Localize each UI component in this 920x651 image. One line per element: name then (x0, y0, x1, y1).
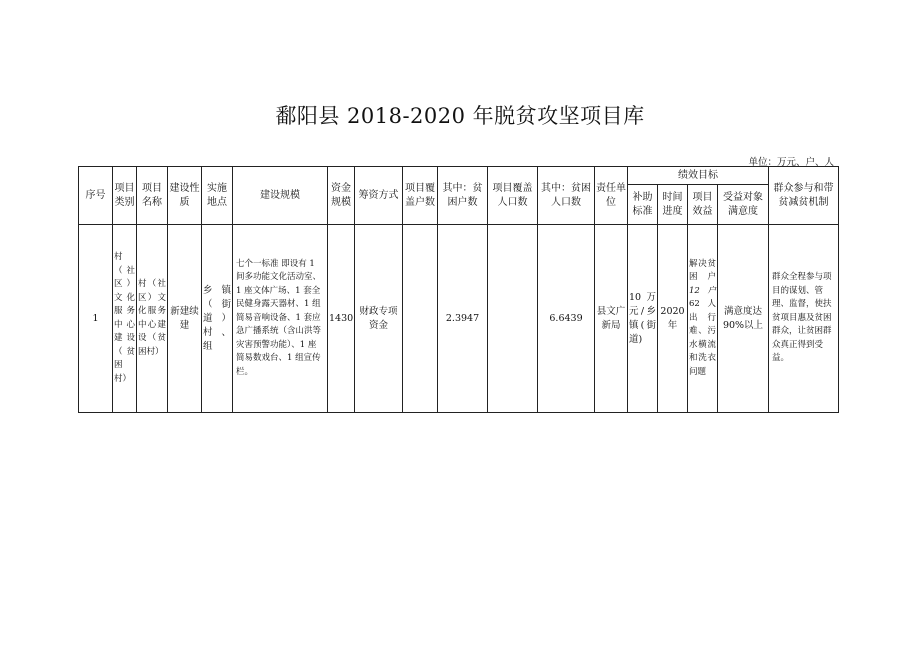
cell-project-benefit (688, 225, 718, 413)
cell-mechanism: 群众全程参与项目的谋划、管理、监督，使扶贫项目惠及贫困群众，让贫困群众真正得到受益。 (769, 225, 839, 413)
cell-type: 村（社区）文化服务中心建设（贫困村） (113, 225, 137, 413)
project-table (78, 166, 839, 413)
cell-nature: 新建续建 (168, 225, 202, 413)
header-nature: 建设性质 (168, 167, 202, 225)
cell-subsidy-standard: 10 万元/乡镇(街道) (628, 225, 658, 413)
benefit-line-3: 62 人出行难、污水横流和洗衣问题 (689, 299, 716, 377)
cell-responsible-unit: 县文广新局 (595, 225, 628, 413)
header-seq: 序号 (79, 167, 113, 225)
unit-note: 单位：万元、户、人 (748, 157, 834, 168)
header-responsible-unit: 责任单位 (595, 167, 628, 225)
cell-satisfaction: 满意度达 90%以上 (718, 225, 769, 413)
header-funding-method: 筹资方式 (355, 167, 403, 225)
header-population: 项目覆盖人口数 (488, 167, 538, 225)
table-row (79, 225, 839, 413)
cell-poor-population: 6.6439 (538, 225, 595, 413)
cell-funding-method: 财政专项资金 (355, 225, 403, 413)
benefit-line-1: 解决贫困户 (689, 258, 716, 283)
header-fund-scale: 资金规模 (328, 167, 355, 225)
header-project-benefit: 项目效益 (688, 185, 718, 225)
header-timeline: 时间进度 (658, 185, 688, 225)
header-households: 项目覆盖户数 (403, 167, 438, 225)
cell-poor-households: 2.3947 (438, 225, 488, 413)
benefit-line-2: 12 户 (689, 285, 716, 296)
cell-scale: 七个一标准 即设有 1 间多功能文化活动室、1 座文体广场、1 套全民健身露天器材、1 组简易音响设备、1 套应急广播系统（含山洪等灾害预警功能）、1 座简易数戏台、1 组宣传栏。 (233, 225, 328, 413)
cell-households (403, 225, 438, 413)
cell-seq: 1 (79, 225, 113, 413)
header-poor-population: 其中：贫困人口数 (538, 167, 595, 225)
cell-timeline: 2020 年 (658, 225, 688, 413)
header-type: 项目类别 (113, 167, 137, 225)
header-performance-group: 绩效目标 (628, 167, 769, 185)
cell-population (488, 225, 538, 413)
cell-name: 村（社区）文化服务中心建设（贫困村） (137, 225, 168, 413)
header-location: 实施地点 (202, 167, 233, 225)
header-satisfaction: 受益对象满意度 (718, 185, 769, 225)
cell-location: 乡镇（街道）村、组 (202, 225, 233, 413)
header-scale: 建设规模 (233, 167, 328, 225)
header-subsidy-standard: 补助标准 (628, 185, 658, 225)
document-title: 鄱阳县 2018-2020 年脱贫攻坚项目库 (275, 104, 645, 128)
header-row-1 (79, 167, 839, 185)
header-mechanism: 群众参与和带贫减贫机制 (769, 167, 839, 225)
header-name: 项目名称 (137, 167, 168, 225)
cell-fund-scale: 1430 (328, 225, 355, 413)
header-poor-households: 其中：贫困户数 (438, 167, 488, 225)
